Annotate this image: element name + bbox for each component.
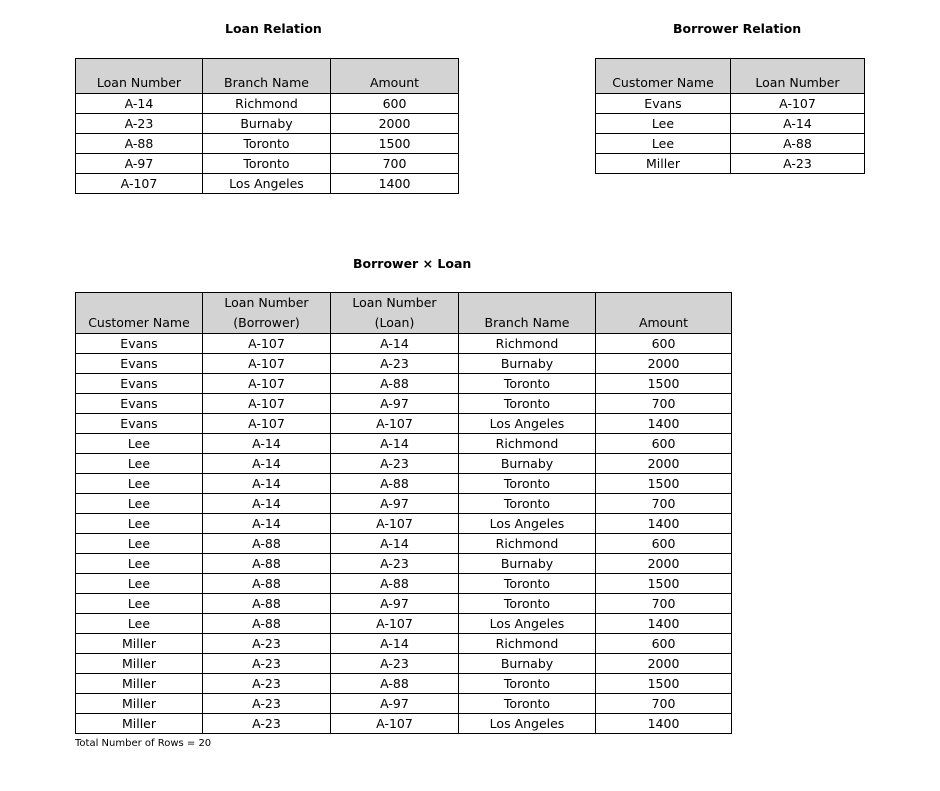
table-cell: Lee: [76, 494, 203, 514]
table-cell: Evans: [76, 414, 203, 434]
table-cell: Burnaby: [459, 554, 596, 574]
table-cell: A-107: [203, 354, 331, 374]
table-cell: A-97: [76, 154, 203, 174]
borrower-relation-title: Borrower Relation: [673, 21, 802, 36]
product-header-line: (Borrower): [233, 315, 300, 330]
table-cell: 2000: [596, 354, 732, 374]
table-cell: A-97: [331, 394, 459, 414]
table-cell: 600: [596, 334, 732, 354]
table-cell: A-107: [203, 394, 331, 414]
table-cell: A-97: [331, 694, 459, 714]
table-cell: 2000: [596, 554, 732, 574]
table-row: [76, 174, 459, 194]
table-row: [76, 594, 732, 614]
table-cell: Lee: [76, 534, 203, 554]
table-cell: Los Angeles: [459, 614, 596, 634]
table-row: [76, 354, 732, 374]
product-header-line: (Loan): [374, 315, 415, 330]
table-cell: Toronto: [459, 494, 596, 514]
table-cell: Evans: [76, 374, 203, 394]
table-row: [596, 94, 865, 114]
table-cell: 700: [596, 494, 732, 514]
table-cell: A-23: [331, 354, 459, 374]
table-cell: A-88: [331, 474, 459, 494]
table-cell: Evans: [76, 354, 203, 374]
table-cell: Toronto: [203, 134, 331, 154]
table-cell: Richmond: [203, 94, 331, 114]
table-cell: Lee: [76, 594, 203, 614]
table-cell: A-14: [331, 334, 459, 354]
table-cell: Los Angeles: [459, 714, 596, 734]
table-cell: 600: [331, 94, 459, 114]
table-cell: Burnaby: [203, 114, 331, 134]
table-cell: A-23: [331, 554, 459, 574]
table-cell: A-23: [76, 114, 203, 134]
table-cell: Toronto: [459, 474, 596, 494]
table-cell: 1400: [596, 514, 732, 534]
table-cell: Lee: [76, 554, 203, 574]
table-cell: Richmond: [459, 434, 596, 454]
table-cell: A-23: [203, 674, 331, 694]
table-cell: Burnaby: [459, 454, 596, 474]
table-row: [76, 374, 732, 394]
table-row: [596, 134, 865, 154]
table-row: [76, 694, 732, 714]
table-row: [76, 414, 732, 434]
table-cell: A-88: [203, 574, 331, 594]
product-header-2: [331, 293, 459, 334]
table-cell: Lee: [76, 574, 203, 594]
table-cell: 1500: [596, 574, 732, 594]
table-cell: Lee: [596, 114, 731, 134]
table-cell: A-107: [203, 334, 331, 354]
table-cell: 2000: [331, 114, 459, 134]
table-row: [76, 114, 459, 134]
table-cell: A-88: [203, 534, 331, 554]
table-cell: A-23: [203, 654, 331, 674]
table-cell: A-14: [203, 474, 331, 494]
table-row: [76, 394, 732, 414]
table-row: [76, 654, 732, 674]
table-cell: A-23: [203, 634, 331, 654]
product-header-0: [76, 293, 203, 334]
table-cell: Richmond: [459, 334, 596, 354]
table-row: [76, 434, 732, 454]
table-cell: Lee: [76, 434, 203, 454]
table-cell: 1400: [596, 614, 732, 634]
table-cell: A-14: [203, 514, 331, 534]
table-cell: 700: [596, 394, 732, 414]
table-cell: Los Angeles: [459, 414, 596, 434]
table-cell: A-23: [331, 454, 459, 474]
table-cell: A-107: [331, 514, 459, 534]
table-cell: 1400: [596, 714, 732, 734]
table-cell: A-88: [76, 134, 203, 154]
product-header-line: Customer Name: [88, 315, 190, 330]
table-cell: Toronto: [459, 674, 596, 694]
table-row: [76, 614, 732, 634]
table-cell: 1500: [596, 674, 732, 694]
table-cell: Richmond: [459, 534, 596, 554]
product-table: [75, 292, 732, 734]
table-cell: A-14: [331, 434, 459, 454]
product-header-3: [459, 293, 596, 334]
table-row: [76, 534, 732, 554]
table-cell: 600: [596, 634, 732, 654]
table-cell: A-88: [331, 574, 459, 594]
table-cell: Lee: [76, 474, 203, 494]
table-cell: Lee: [596, 134, 731, 154]
table-cell: A-88: [203, 614, 331, 634]
table-row: [76, 134, 459, 154]
product-header-line: Amount: [638, 315, 689, 330]
table-cell: A-97: [331, 494, 459, 514]
table-row: [76, 94, 459, 114]
table-cell: Toronto: [459, 694, 596, 714]
table-cell: 600: [596, 534, 732, 554]
table-cell: 700: [596, 594, 732, 614]
table-cell: Miller: [76, 634, 203, 654]
table-cell: A-23: [731, 154, 865, 174]
table-cell: Toronto: [459, 374, 596, 394]
table-cell: 1400: [331, 174, 459, 194]
product-header-line: Loan Number: [224, 295, 309, 310]
table-cell: A-88: [331, 374, 459, 394]
table-cell: Lee: [76, 454, 203, 474]
table-cell: 1500: [596, 374, 732, 394]
table-cell: Evans: [76, 394, 203, 414]
table-cell: Lee: [76, 614, 203, 634]
product-title: Borrower × Loan: [353, 256, 472, 271]
table-cell: A-107: [331, 714, 459, 734]
table-cell: A-107: [76, 174, 203, 194]
table-cell: 1500: [331, 134, 459, 154]
table-cell: A-23: [203, 694, 331, 714]
table-cell: A-107: [203, 414, 331, 434]
table-cell: Los Angeles: [459, 514, 596, 534]
table-cell: Toronto: [459, 394, 596, 414]
table-cell: A-88: [331, 674, 459, 694]
loan_relation-header-2: Amount: [331, 59, 459, 94]
table-cell: A-88: [203, 554, 331, 574]
table-cell: A-14: [203, 454, 331, 474]
table-cell: Lee: [76, 514, 203, 534]
table-cell: 700: [596, 694, 732, 714]
table-cell: Toronto: [203, 154, 331, 174]
table-cell: A-14: [331, 634, 459, 654]
table-cell: A-23: [203, 714, 331, 734]
table-row: [76, 154, 459, 174]
table-cell: Miller: [76, 714, 203, 734]
loan-relation-table: [75, 58, 459, 194]
borrower-relation-table: [595, 58, 865, 174]
table-cell: A-14: [203, 494, 331, 514]
table-row: [76, 474, 732, 494]
product-header-1: [203, 293, 331, 334]
table-cell: Evans: [76, 334, 203, 354]
table-cell: Miller: [76, 674, 203, 694]
table-cell: A-14: [731, 114, 865, 134]
table-cell: 600: [596, 434, 732, 454]
table-cell: 1500: [596, 474, 732, 494]
row-count-note: Total Number of Rows = 20: [75, 738, 212, 749]
table-cell: Los Angeles: [203, 174, 331, 194]
table-cell: Richmond: [459, 634, 596, 654]
table-cell: A-14: [76, 94, 203, 114]
table-row: [76, 574, 732, 594]
table-cell: A-14: [331, 534, 459, 554]
table-row: [596, 114, 865, 134]
loan-relation-title: Loan Relation: [225, 21, 322, 36]
table-cell: A-107: [731, 94, 865, 114]
table-cell: A-107: [331, 414, 459, 434]
table-cell: Burnaby: [459, 654, 596, 674]
loan_relation-header-0: Loan Number: [76, 59, 203, 94]
table-cell: 1400: [596, 414, 732, 434]
loan_relation-header-1: Branch Name: [203, 59, 331, 94]
borrower_relation-header-0: Customer Name: [596, 59, 731, 94]
product-header-line: Branch Name: [484, 315, 570, 330]
table-cell: Toronto: [459, 594, 596, 614]
table-cell: 2000: [596, 454, 732, 474]
table-row: [596, 154, 865, 174]
table-cell: A-97: [331, 594, 459, 614]
table-row: [76, 334, 732, 354]
table-row: [76, 454, 732, 474]
product-header-4: [596, 293, 732, 334]
table-cell: A-107: [203, 374, 331, 394]
table-cell: A-88: [203, 594, 331, 614]
table-cell: 2000: [596, 654, 732, 674]
table-row: [76, 554, 732, 574]
table-cell: 700: [331, 154, 459, 174]
table-row: [76, 514, 732, 534]
table-cell: Evans: [596, 94, 731, 114]
table-cell: A-14: [203, 434, 331, 454]
table-cell: Toronto: [459, 574, 596, 594]
table-cell: Miller: [596, 154, 731, 174]
table-cell: A-88: [731, 134, 865, 154]
table-row: [76, 674, 732, 694]
table-cell: Burnaby: [459, 354, 596, 374]
table-row: [76, 634, 732, 654]
table-row: [76, 494, 732, 514]
table-cell: Miller: [76, 694, 203, 714]
table-row: [76, 714, 732, 734]
borrower_relation-header-1: Loan Number: [731, 59, 865, 94]
table-cell: A-107: [331, 614, 459, 634]
table-cell: Miller: [76, 654, 203, 674]
table-cell: A-23: [331, 654, 459, 674]
product-header-line: Loan Number: [352, 295, 437, 310]
